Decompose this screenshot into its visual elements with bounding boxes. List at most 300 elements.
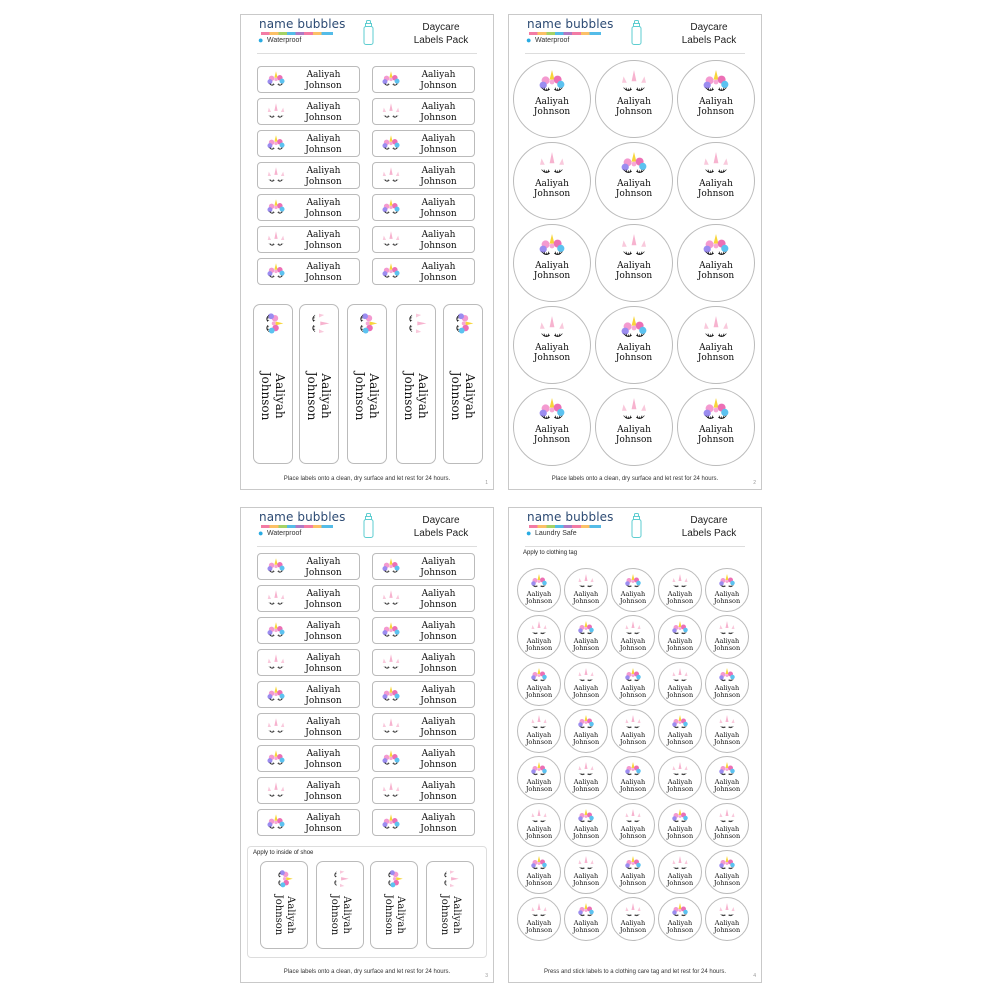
label-first-name: Aaliyah (667, 777, 693, 786)
unicorn-flower-icon (623, 668, 643, 684)
baby-bottle-icon (363, 513, 374, 538)
unicorn-flower-icon (380, 750, 402, 768)
label-first-name: Aaliyah (341, 896, 352, 934)
unicorn-pink-icon (380, 718, 402, 736)
sheet-subtitle: Waterproof (267, 37, 302, 44)
label-last-name: Johnson (615, 106, 653, 117)
label-first-name: Aaliyah (573, 777, 599, 786)
unicorn-pink-icon (265, 782, 287, 800)
page-number: 2 (753, 480, 756, 486)
unicorn-flower-icon (380, 71, 402, 89)
unicorn-flower-icon (670, 715, 690, 731)
vertical-label (260, 861, 308, 949)
label-last-name: Johnson (305, 664, 342, 674)
label-last-name: Johnson (305, 273, 342, 283)
label-last-name: Johnson (572, 879, 600, 888)
unicorn-flower-icon (529, 574, 549, 590)
round-label-name (596, 97, 672, 117)
label-last-name: Johnson (305, 113, 342, 123)
unicorn-pink-icon (309, 310, 330, 336)
rectangle-label (257, 681, 360, 708)
round-label (564, 709, 608, 753)
rectangle-label (372, 713, 475, 740)
label-last-name: Johnson (273, 894, 284, 936)
round-label-name (518, 591, 560, 606)
vertical-label-name (438, 895, 462, 936)
label-first-name: Aaliyah (620, 730, 646, 739)
label-name (403, 166, 474, 188)
unicorn-flower-icon (717, 856, 737, 872)
rectangle-label (257, 809, 360, 836)
label-first-name: Aaliyah (421, 70, 456, 80)
round-label (611, 709, 655, 753)
label-last-name: Johnson (572, 738, 600, 747)
label-first-name: Aaliyah (573, 730, 599, 739)
label-first-name: Aaliyah (306, 134, 341, 144)
round-label (564, 897, 608, 941)
label-name (288, 621, 359, 643)
unicorn-flower-icon (670, 809, 690, 825)
vertical-label-name (382, 895, 406, 936)
label-first-name: Aaliyah (714, 730, 740, 739)
unicorn-pink-icon (618, 234, 650, 260)
label-name (288, 717, 359, 739)
label-first-name: Aaliyah (421, 198, 456, 208)
label-sheet (508, 14, 762, 490)
label-first-name: Aaliyah (620, 777, 646, 786)
vertical-label (426, 861, 474, 949)
label-first-name: Aaliyah (714, 871, 740, 880)
label-last-name: Johnson (420, 81, 457, 91)
round-label (705, 756, 749, 800)
label-last-name: Johnson (615, 434, 653, 445)
round-label (677, 388, 755, 466)
label-first-name: Aaliyah (573, 824, 599, 833)
label-last-name: Johnson (572, 597, 600, 606)
label-last-name: Johnson (619, 832, 647, 841)
label-last-name: Johnson (525, 597, 553, 606)
vertical-label (370, 861, 418, 949)
round-label-name (596, 343, 672, 363)
pack-title-line2: Labels Pack (681, 35, 737, 46)
label-last-name: Johnson (713, 832, 741, 841)
label-last-name: Johnson (305, 145, 342, 155)
round-label (611, 615, 655, 659)
unicorn-flower-icon (380, 558, 402, 576)
rectangle-label (372, 98, 475, 125)
brand-logo: name bubbles (527, 510, 614, 524)
label-first-name: Aaliyah (526, 730, 552, 739)
label-name (403, 262, 474, 284)
label-last-name: Johnson (615, 352, 653, 363)
label-last-name: Johnson (533, 106, 571, 117)
label-first-name: Aaliyah (526, 871, 552, 880)
label-first-name: Aaliyah (699, 342, 733, 353)
label-last-name: Johnson (305, 632, 342, 642)
label-first-name: Aaliyah (714, 777, 740, 786)
pack-title-line2: Labels Pack (413, 528, 469, 539)
unicorn-pink-icon (406, 310, 427, 336)
round-label (517, 662, 561, 706)
label-last-name: Johnson (713, 597, 741, 606)
label-first-name: Aaliyah (421, 653, 456, 663)
unicorn-flower-icon (717, 668, 737, 684)
label-first-name: Aaliyah (306, 653, 341, 663)
label-last-name: Johnson (259, 371, 273, 420)
round-label-name (518, 732, 560, 747)
round-label (677, 142, 755, 220)
round-label (705, 850, 749, 894)
label-name (403, 230, 474, 252)
rectangle-label (372, 226, 475, 253)
label-first-name: Aaliyah (667, 918, 693, 927)
rectangle-label (372, 681, 475, 708)
sheet-subtitle: Laundry Safe (535, 530, 577, 537)
round-label-name (659, 779, 701, 794)
unicorn-pink-icon (529, 903, 549, 919)
unicorn-flower-icon (380, 686, 402, 704)
label-last-name: Johnson (420, 632, 457, 642)
round-label (564, 615, 608, 659)
label-first-name: Aaliyah (421, 781, 456, 791)
round-label (658, 568, 702, 612)
unicorn-pink-icon (380, 167, 402, 185)
label-first-name: Aaliyah (714, 918, 740, 927)
unicorn-flower-icon (623, 574, 643, 590)
round-label-name (706, 826, 748, 841)
round-label (513, 224, 591, 302)
label-first-name: Aaliyah (617, 424, 651, 435)
unicorn-flower-icon (529, 668, 549, 684)
round-label-name (518, 873, 560, 888)
label-first-name: Aaliyah (526, 918, 552, 927)
unicorn-flower-icon (670, 903, 690, 919)
label-name (403, 685, 474, 707)
rectangle-label (257, 98, 360, 125)
label-name (288, 557, 359, 579)
round-label-name (706, 732, 748, 747)
label-first-name: Aaliyah (714, 683, 740, 692)
label-last-name: Johnson (533, 188, 571, 199)
rectangle-label (372, 809, 475, 836)
label-last-name: Johnson (420, 824, 457, 834)
round-label (564, 803, 608, 847)
label-name (288, 589, 359, 611)
unicorn-flower-icon (265, 199, 287, 217)
header-divider (257, 546, 477, 547)
round-label-name (678, 97, 754, 117)
label-first-name: Aaliyah (535, 178, 569, 189)
rectangle-label (257, 258, 360, 285)
label-name (288, 653, 359, 675)
vertical-label (316, 861, 364, 949)
round-label (705, 897, 749, 941)
label-first-name: Aaliyah (306, 685, 341, 695)
label-first-name: Aaliyah (306, 557, 341, 567)
unicorn-pink-icon (265, 167, 287, 185)
unicorn-pink-icon (623, 621, 643, 637)
rectangle-label (257, 66, 360, 93)
unicorn-flower-icon (265, 135, 287, 153)
unicorn-flower-icon (265, 814, 287, 832)
brand-dots (261, 32, 333, 35)
round-label (705, 662, 749, 706)
baby-bottle-icon (363, 20, 374, 45)
vertical-label-name (305, 371, 333, 420)
round-label (517, 756, 561, 800)
round-label-name (565, 732, 607, 747)
rectangle-label (257, 130, 360, 157)
label-first-name: Aaliyah (667, 824, 693, 833)
label-first-name: Aaliyah (699, 178, 733, 189)
label-last-name: Johnson (305, 728, 342, 738)
rectangle-label (372, 130, 475, 157)
round-label (517, 568, 561, 612)
unicorn-flower-icon (576, 809, 596, 825)
unicorn-flower-icon (700, 398, 732, 424)
round-label (595, 224, 673, 302)
label-first-name: Aaliyah (573, 683, 599, 692)
label-sheet (240, 14, 494, 490)
unicorn-flower-icon (529, 762, 549, 778)
label-first-name: Aaliyah (421, 262, 456, 272)
unicorn-flower-icon (618, 316, 650, 342)
label-first-name: Aaliyah (306, 589, 341, 599)
unicorn-flower-icon (576, 903, 596, 919)
label-first-name: Aaliyah (667, 636, 693, 645)
label-name (288, 166, 359, 188)
vertical-label (347, 304, 387, 464)
round-label-name (565, 873, 607, 888)
vertical-label-name (259, 371, 287, 420)
vertical-label-name (272, 895, 296, 936)
unicorn-pink-icon (618, 70, 650, 96)
label-last-name: Johnson (572, 832, 600, 841)
round-label-name (518, 826, 560, 841)
rectangle-label (257, 226, 360, 253)
unicorn-pink-icon (670, 762, 690, 778)
unicorn-flower-icon (265, 558, 287, 576)
pack-title-line2: Labels Pack (681, 528, 737, 539)
round-label (611, 756, 655, 800)
round-label (677, 224, 755, 302)
round-label-name (514, 179, 590, 199)
unicorn-pink-icon (576, 574, 596, 590)
header-divider (525, 53, 745, 54)
label-last-name: Johnson (572, 926, 600, 935)
vertical-label-name (449, 371, 477, 420)
label-last-name: Johnson (619, 738, 647, 747)
round-label-name (514, 97, 590, 117)
round-label-name (706, 685, 748, 700)
rectangle-label (257, 649, 360, 676)
round-label-name (514, 343, 590, 363)
label-last-name: Johnson (713, 691, 741, 700)
unicorn-flower-icon (265, 622, 287, 640)
vertical-label-name (402, 371, 430, 420)
header-divider (525, 546, 745, 547)
label-first-name: Aaliyah (714, 589, 740, 598)
round-label (611, 850, 655, 894)
label-first-name: Aaliyah (421, 589, 456, 599)
brand-logo: name bubbles (259, 510, 346, 524)
unicorn-pink-icon (529, 621, 549, 637)
label-first-name: Aaliyah (535, 424, 569, 435)
round-label (595, 60, 673, 138)
label-first-name: Aaliyah (667, 730, 693, 739)
label-name (403, 749, 474, 771)
baby-bottle-icon (631, 513, 642, 538)
rectangle-label (257, 777, 360, 804)
round-label-name (612, 826, 654, 841)
rectangle-label (372, 745, 475, 772)
unicorn-pink-icon (529, 715, 549, 731)
label-last-name: Johnson (525, 644, 553, 653)
round-label (595, 306, 673, 384)
label-first-name: Aaliyah (306, 262, 341, 272)
label-first-name: Aaliyah (573, 871, 599, 880)
unicorn-flower-icon (265, 263, 287, 281)
rectangle-label (372, 585, 475, 612)
unicorn-pink-icon (380, 654, 402, 672)
label-first-name: Aaliyah (319, 373, 333, 419)
round-label-name (565, 685, 607, 700)
label-first-name: Aaliyah (421, 166, 456, 176)
round-label-name (596, 261, 672, 281)
vertical-label (396, 304, 436, 464)
section-label: Apply to inside of shoe (253, 850, 314, 856)
round-label (658, 662, 702, 706)
subtitle-icon: ● (526, 35, 532, 45)
unicorn-flower-icon (380, 199, 402, 217)
round-label (517, 709, 561, 753)
unicorn-pink-icon (623, 903, 643, 919)
label-first-name: Aaliyah (699, 260, 733, 271)
label-last-name: Johnson (525, 691, 553, 700)
unicorn-flower-icon (265, 750, 287, 768)
round-label (513, 306, 591, 384)
label-first-name: Aaliyah (667, 683, 693, 692)
sheet-header (509, 15, 761, 51)
subtitle-icon: ● (258, 35, 264, 45)
unicorn-pink-icon (717, 715, 737, 731)
round-label (658, 850, 702, 894)
label-name (403, 781, 474, 803)
brand-logo: name bubbles (259, 17, 346, 31)
label-sheet (240, 507, 494, 983)
rectangle-label (257, 553, 360, 580)
pack-title-line1: Daycare (422, 515, 460, 526)
round-label (705, 615, 749, 659)
vertical-label (253, 304, 293, 464)
round-label (705, 803, 749, 847)
page-number: 3 (485, 973, 488, 979)
round-label (595, 388, 673, 466)
label-first-name: Aaliyah (526, 777, 552, 786)
label-first-name: Aaliyah (306, 166, 341, 176)
round-label-name (565, 591, 607, 606)
label-last-name: Johnson (697, 434, 735, 445)
vertical-label (299, 304, 339, 464)
round-label (564, 756, 608, 800)
unicorn-flower-icon (529, 856, 549, 872)
header-divider (257, 53, 477, 54)
unicorn-flower-icon (700, 70, 732, 96)
label-last-name: Johnson (525, 832, 553, 841)
round-label-name (514, 261, 590, 281)
label-last-name: Johnson (305, 568, 342, 578)
label-last-name: Johnson (305, 792, 342, 802)
label-first-name: Aaliyah (421, 749, 456, 759)
label-first-name: Aaliyah (273, 373, 287, 419)
label-first-name: Aaliyah (367, 373, 381, 419)
unicorn-pink-icon (265, 103, 287, 121)
label-last-name: Johnson (666, 691, 694, 700)
unicorn-flower-icon (576, 621, 596, 637)
round-label-name (518, 920, 560, 935)
unicorn-flower-icon (380, 814, 402, 832)
label-first-name: Aaliyah (617, 260, 651, 271)
label-first-name: Aaliyah (617, 178, 651, 189)
label-last-name: Johnson (305, 371, 319, 420)
round-label-name (659, 920, 701, 935)
round-label-name (612, 638, 654, 653)
page-number: 1 (485, 480, 488, 486)
label-first-name: Aaliyah (421, 621, 456, 631)
unicorn-flower-icon (275, 868, 293, 890)
round-label (564, 568, 608, 612)
label-first-name: Aaliyah (617, 342, 651, 353)
sheet-header (241, 15, 493, 51)
rectangle-label (257, 585, 360, 612)
round-label-name (565, 826, 607, 841)
unicorn-pink-icon (331, 868, 349, 890)
label-last-name: Johnson (572, 785, 600, 794)
unicorn-pink-icon (441, 868, 459, 890)
label-last-name: Johnson (439, 894, 450, 936)
label-first-name: Aaliyah (421, 134, 456, 144)
label-first-name: Aaliyah (526, 683, 552, 692)
label-last-name: Johnson (615, 270, 653, 281)
label-last-name: Johnson (713, 785, 741, 794)
label-last-name: Johnson (420, 728, 457, 738)
label-last-name: Johnson (525, 879, 553, 888)
unicorn-pink-icon (536, 316, 568, 342)
label-last-name: Johnson (615, 188, 653, 199)
round-label-name (659, 732, 701, 747)
sheet-instructions: Press and stick labels to a clothing care tag and let rest for 24 hours. (543, 969, 727, 975)
brand-dots (529, 525, 601, 528)
unicorn-pink-icon (623, 715, 643, 731)
unicorn-flower-icon (357, 310, 378, 336)
round-label-name (678, 261, 754, 281)
unicorn-flower-icon (670, 621, 690, 637)
label-name (288, 230, 359, 252)
round-label (658, 756, 702, 800)
label-last-name: Johnson (619, 691, 647, 700)
rectangle-label (372, 66, 475, 93)
label-last-name: Johnson (420, 145, 457, 155)
label-name (288, 70, 359, 92)
round-label (658, 803, 702, 847)
round-label (677, 306, 755, 384)
label-last-name: Johnson (525, 738, 553, 747)
unicorn-flower-icon (717, 574, 737, 590)
label-last-name: Johnson (420, 241, 457, 251)
round-label-name (565, 779, 607, 794)
label-first-name: Aaliyah (714, 636, 740, 645)
label-first-name: Aaliyah (667, 589, 693, 598)
